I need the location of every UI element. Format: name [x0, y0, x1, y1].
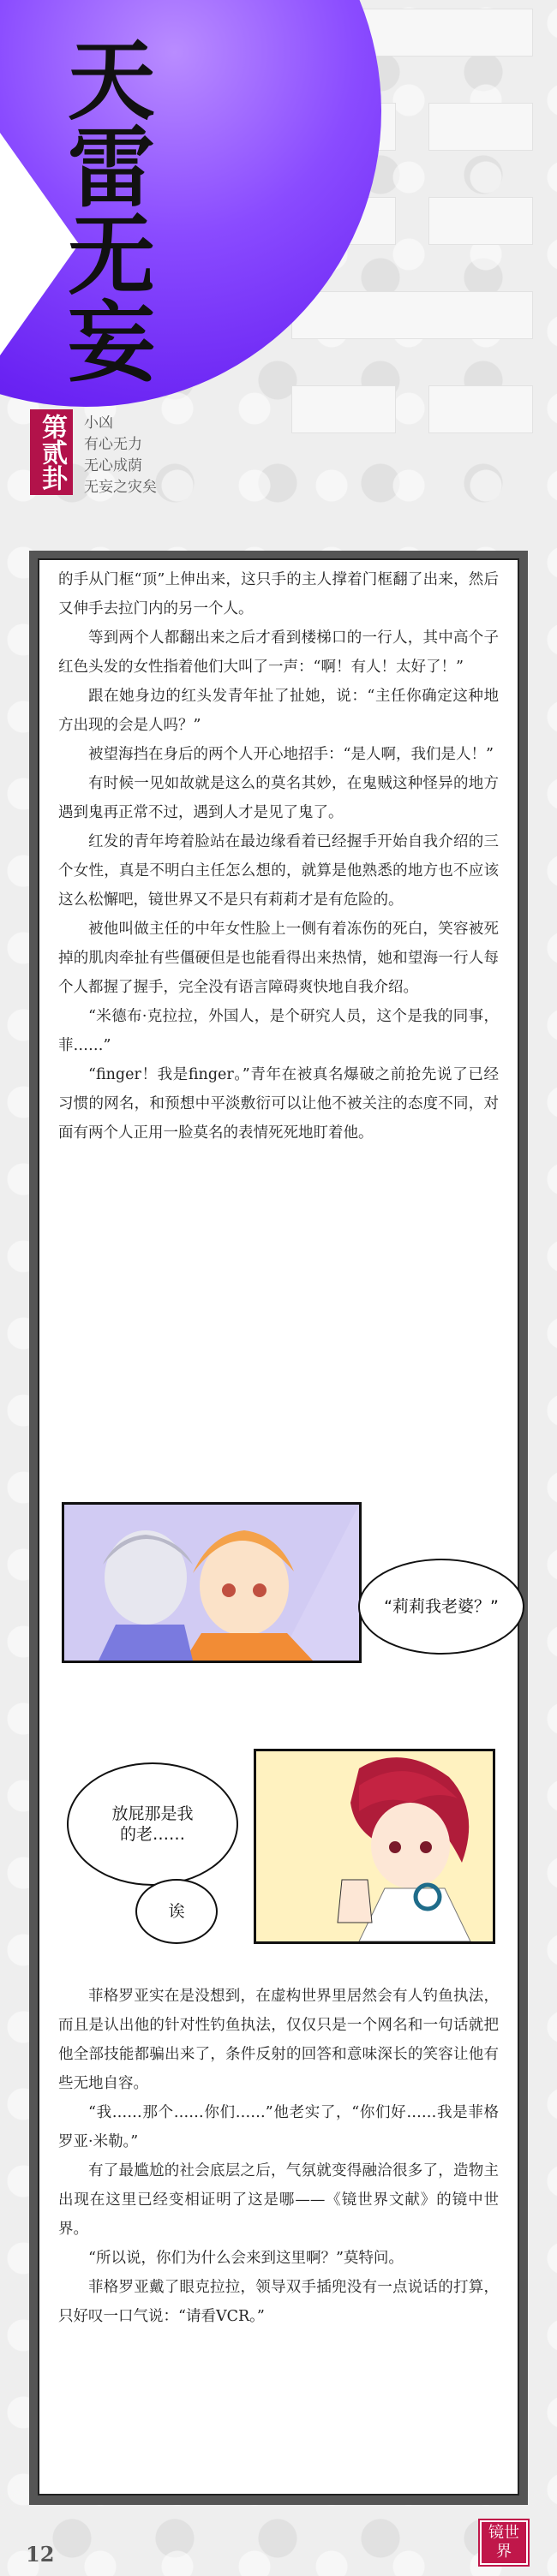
comic-panel-2-art	[256, 1751, 493, 1941]
comic-panel-2	[254, 1749, 495, 1944]
paragraph: 有时候一见如故就是这么的莫名其妙，在鬼贼这种怪异的地方遇到鬼再正常不过，遇到人才是见了鬼了。	[58, 775, 499, 821]
speech-bubble-2	[67, 1762, 238, 1886]
page-title: 天雷无妄	[53, 34, 156, 384]
omen-list	[84, 413, 157, 498]
omen-item: 有心无力	[84, 436, 142, 453]
comic-panel-1	[62, 1502, 362, 1663]
page-number: 12	[26, 2542, 55, 2567]
paragraph: “所以说，你们为什么会来到这里啊？”莫特问。	[88, 2250, 404, 2267]
speech-bubble-2-line: 的老……	[119, 1825, 185, 1844]
story-text-bottom	[58, 1982, 499, 2331]
paragraph: “finger！我是finger。”青年在被真名爆破之前抢先说了已经习惯的网名，和预想中平淡敷衍可以让他不被关注的态度不同，对面有两个人正用一脸莫名的表情死死地盯着他。	[58, 1066, 499, 1142]
paragraph: 有了最尴尬的社会底层之后，气氛就变得融洽很多了，造物主出现在这里已经变相证明了这是哪——《镜世界文献》的镜中世界。	[58, 2162, 499, 2238]
paragraph: 被望海挡在身后的两个人开心地招手：“是人啊，我们是人！”	[88, 746, 494, 763]
omen-item: 无妄之灾矣	[84, 479, 157, 496]
omen-item: 小凶	[84, 414, 113, 432]
paragraph: 等到两个人都翻出来之后才看到楼梯口的一行人，其中高个子红色头发的女性指着他们大叫了一声：“啊！有人！太好了！”	[58, 629, 499, 676]
speech-bubble-2-line: 放屁那是我	[111, 1804, 194, 1823]
paragraph: 菲格罗亚实在是没想到，在虚构世界里居然会有人钓鱼执法，而且是认出他的针对性钓鱼执法，仅仅只是一个网名和一句话就把他全部技能都骗出来了，条件反射的回答和意味深长的笑容让他有些无地自容。	[58, 1988, 499, 2092]
paragraph: 被他叫做主任的中年女性脸上一侧有着冻伤的死白，笑容被死掉的肌肉牵扯有些僵硬但是也能看得出来热情，她和望海一行人每个人都握了握手，完全没有语言障碍爽快地自我介绍。	[58, 921, 499, 996]
speech-bubble-1: “莉莉我老婆？”	[358, 1559, 524, 1655]
omen-item: 无心成荫	[84, 457, 142, 474]
story-text-top	[58, 565, 499, 1148]
paragraph: 的手从门框“顶”上伸出来，这只手的主人撑着门框翻了出来，然后又伸手去拉门内的另一个人。	[58, 571, 499, 617]
paragraph: 红发的青年垮着脸站在最边缘看着已经握手开始自我介绍的三个女性，真是不明白主任怎么想的，就算是他熟悉的地方也不应该这么松懈吧，镜世界又不是只有莉莉才是有危险的。	[58, 833, 499, 909]
hexagram-stamp: 第贰卦	[30, 409, 73, 495]
paragraph: “米德布·克拉拉，外国人，是个研究人员，这个是我的同事，菲……”	[58, 1008, 499, 1054]
paragraph: 菲格罗亚戴了眼克拉拉，领导双手插兜没有一点说话的打算，只好叹一口气说：“请看VCR。”	[58, 2279, 499, 2325]
comic-panel-1-art	[64, 1505, 359, 1661]
paragraph: “我……那个……你们……”他老实了，“你们好……我是菲格罗亚·米勒。”	[58, 2104, 499, 2150]
publisher-seal: 镜世界	[480, 2520, 528, 2565]
speech-bubble-3: 诶	[135, 1879, 218, 1944]
paragraph: 跟在她身边的红头发青年扯了扯她，说：“主任你确定这种地方出现的会是人吗？”	[58, 688, 499, 734]
